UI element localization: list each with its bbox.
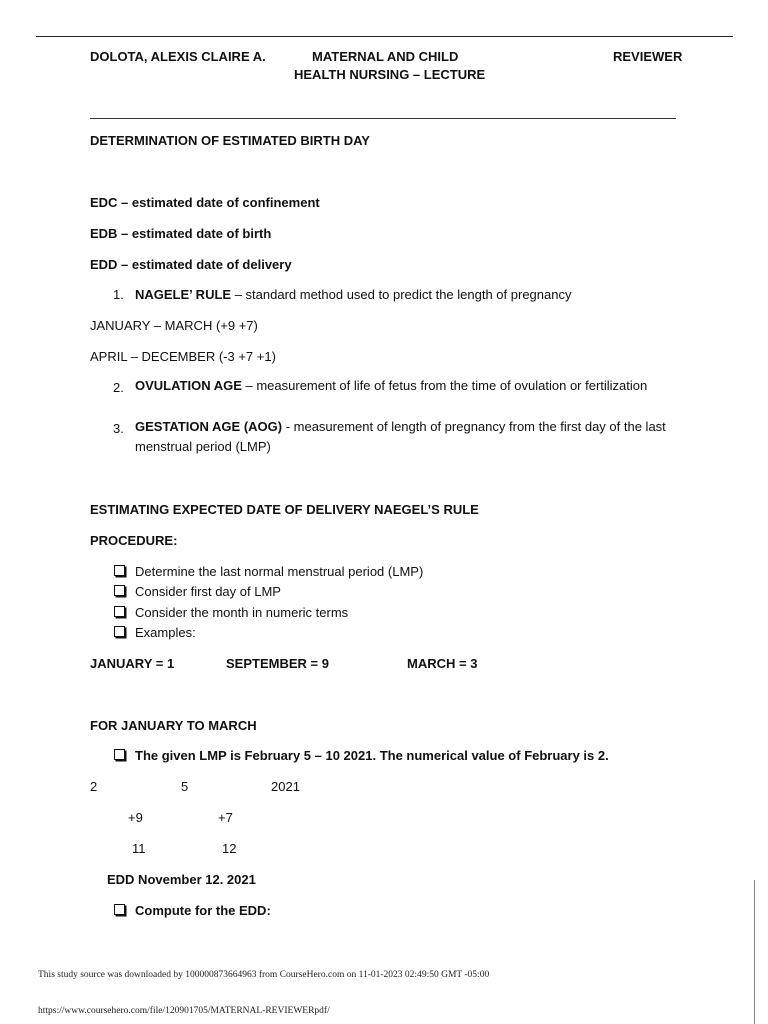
given-lmp: The given LMP is February 5 – 10 2021. The numerical value of February is 2. [135,748,609,763]
page-edge-line [754,880,755,1024]
rule-apr-dec: APRIL – DECEMBER (-3 +7 +1) [90,349,276,364]
top-rule [36,36,733,37]
calc-result-day: 12 [222,841,237,856]
calc-add-day: +7 [218,810,233,825]
section-title-naegel: ESTIMATING EXPECTED DATE OF DELIVERY NAEGEL’S RULE [90,502,479,517]
subject-line-1: MATERNAL AND CHILD [312,49,459,64]
calc-day: 5 [181,779,189,794]
header-divider [90,118,676,119]
source-url[interactable]: https://www.coursehero.com/file/120901705/MATERNAL-REVIEWERpdf/ [38,1006,330,1016]
subject-line-2: HEALTH NURSING – LECTURE [294,67,486,82]
list-item-ovulation-age [135,376,655,396]
section-title-birthday: DETERMINATION OF ESTIMATED BIRTH DAY [90,133,370,148]
calc-year: 2021 [271,779,300,794]
calc-month: 2 [90,779,98,794]
definition-edd: EDD – estimated date of delivery [90,257,292,272]
calc-add-month: +9 [128,810,143,825]
term: OVULATION AGE [135,378,242,393]
example-january: JANUARY = 1 [90,656,175,671]
checkbox-icon [114,749,125,760]
section-title-jan-mar: FOR JANUARY TO MARCH [90,718,257,733]
download-note: This study source was downloaded by 100000873664963 from CourseHero.com on 11-01-2023 02:49:50 GMT -05:00 [38,970,490,980]
checkbox-icon [114,585,125,596]
rule-jan-mar: JANUARY – MARCH (+9 +7) [90,318,258,333]
checkbox-icon [114,626,125,637]
edd-result: EDD November 12. 2021 [107,872,256,887]
document-type: REVIEWER [613,49,683,64]
checkbox-icon [114,565,125,576]
list-item-gestation-age [135,417,680,457]
procedure-step: Consider the month in numeric terms [135,605,349,620]
list-number: 1. [113,287,124,302]
checkbox-icon [114,904,125,915]
procedure-step: Determine the last normal menstrual period (LMP) [135,564,424,579]
description: - measurement of length of pregnancy from the first day of the last menstrual period (LMP) [135,419,666,454]
description: – measurement of life of fetus from the time of ovulation or fertilization [241,378,648,393]
list-item-nagele [135,286,571,303]
list-number: 2. [113,380,124,395]
calc-result-month: 11 [132,841,146,856]
procedure-step: Consider first day of LMP [135,584,281,599]
description: – standard method used to predict the length of pregnancy [231,287,572,302]
procedure-label: PROCEDURE: [90,533,178,548]
term: NAGELE’ RULE [135,287,232,302]
example-september: SEPTEMBER = 9 [226,656,329,671]
compute-edd: Compute for the EDD: [135,903,271,918]
term: GESTATION AGE (AOG) [135,419,283,434]
example-march: MARCH = 3 [407,656,478,671]
procedure-step: Examples: [135,625,196,640]
definition-edb: EDB – estimated date of birth [90,226,272,241]
definition-edc: EDC – estimated date of confinement [90,195,320,210]
author-name: DOLOTA, ALEXIS CLAIRE A. [90,49,266,64]
list-number: 3. [113,421,124,436]
checkbox-icon [114,606,125,617]
